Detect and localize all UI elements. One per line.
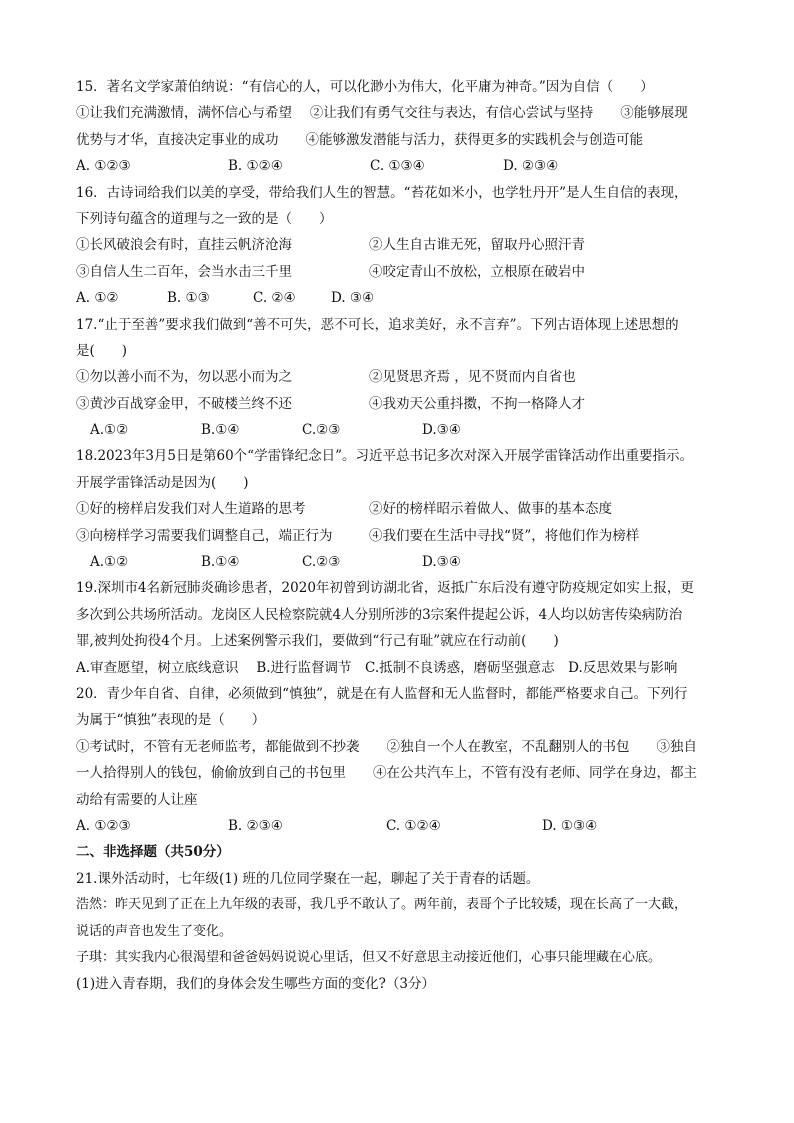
statement-3: ③向榜样学习需要我们调整自己，端正行为 <box>76 527 333 544</box>
question-18 <box>76 443 736 575</box>
option-d: D.③④ <box>422 422 461 439</box>
question-statements: 一人拾得别人的钱包，偷偷放到自己的书包里 ④在公共汽车上，不管有没有老师、同学在身边，都主 <box>76 765 697 782</box>
statement-row <box>76 496 736 522</box>
statement-2: ②好的榜样昭示着做人、做事的基本态度 <box>369 501 612 518</box>
sub-question-1: (1)进入青春期，我们的身体会发生哪些方面的变化?（3分） <box>76 976 435 993</box>
statement-1: ①长风破浪会有时，直挂云帆济沧海 <box>76 237 292 254</box>
statement-2: ②见贤思齐焉 ，见不贤而内自省也 <box>369 369 576 386</box>
option-a: A.①② <box>90 422 129 439</box>
option-a: A. ①②③ <box>76 817 131 834</box>
answer-options <box>76 549 736 575</box>
question-statements: ①让我们充满激情，满怀信心与希望 ②让我们有勇气交往与表达，有信心尝试与坚持 ③能够展现 <box>76 105 688 122</box>
statement-row <box>76 391 736 417</box>
option-c: C.②③ <box>302 422 341 439</box>
question-stem: 是( ) <box>76 342 128 359</box>
option-c: C.②③ <box>302 554 341 571</box>
option-b: B. ②③④ <box>228 817 283 834</box>
question-stem: 16．古诗词给我们以美的享受，带给我们人生的智慧。“苔花如米小，也学牡丹开”是人生自信的表现， <box>76 184 688 201</box>
question-19 <box>76 575 736 681</box>
option-a: A. ①②③ <box>76 158 131 175</box>
dialogue-ziqi: 子琪：其实我内心很渴望和爸爸妈妈说说心里话，但又不好意思主动接近他们，心事只能埋藏在心底。 <box>76 949 662 965</box>
question-stem: 为属于“慎独”表现的是（ ） <box>76 712 266 729</box>
option-b: B.①④ <box>201 554 240 571</box>
question-16 <box>76 180 736 312</box>
option-d: D.③④ <box>422 554 461 571</box>
answer-options: A.审查愿望，树立底线意识 B.进行监督调节 C.抵制不良诱惑，磨砺坚强意志 D.反思效果与影响 <box>76 659 678 676</box>
statement-3: ③自信人生二百年，会当水击三千里 <box>76 263 292 280</box>
exam-page <box>76 74 736 998</box>
option-b: B. ①②④ <box>228 158 283 175</box>
option-d: D. ①③④ <box>542 817 598 834</box>
statement-2: ②人生自古谁无死，留取丹心照汗青 <box>369 237 585 254</box>
statement-row <box>76 364 736 390</box>
question-stem: 开展学雷锋活动是因为( ) <box>76 474 249 491</box>
question-17 <box>76 312 736 444</box>
question-stem: 15．著名文学家萧伯纳说：“有信心的人，可以化渺小为伟大，化平庸为神奇。”因为自信（ ） <box>76 79 654 95</box>
option-c: C. ②④ <box>253 290 296 307</box>
option-c: C. ①②④ <box>386 817 441 834</box>
statement-1: ①勿以善小而不为，勿以恶小而为之 <box>76 369 292 386</box>
option-b: B.①④ <box>201 422 240 439</box>
option-a: A.①② <box>90 554 129 571</box>
option-a: A. ①② <box>76 290 119 307</box>
option-b: B. ①③ <box>167 290 210 307</box>
question-stem: 20．青少年自省、自律，必须做到“慎独”，就是在有人监督和无人监督时，都能严格要求自己。下列行 <box>76 685 688 702</box>
answer-options <box>76 285 736 311</box>
question-21 <box>76 866 736 998</box>
option-d: D. ③④ <box>331 290 375 307</box>
question-stem: 罪,被判处拘役4个月。上述案例警示我们，要做到“行己有耻”就应在行动前( ) <box>76 633 559 650</box>
question-stem: 下列诗句蕴含的道理与之一致的是（ ） <box>76 210 333 227</box>
option-d: D. ②③④ <box>503 158 559 175</box>
question-15 <box>76 74 736 180</box>
statement-1: ①好的榜样启发我们对人生道路的思考 <box>76 501 306 518</box>
question-20 <box>76 681 736 839</box>
statement-row <box>76 523 736 549</box>
question-stem: 17.“止于至善”要求我们做到“善不可失，恶不可长，追求美好，永不言弃”。下列古语体现上述思想的 <box>76 316 679 333</box>
dialogue-haoran-cont: 说话的声音也发生了变化。 <box>76 923 233 939</box>
question-stem: 多次到公共场所活动。龙岗区人民检察院就4人分别所涉的3宗案件提起公诉，4人均以妨害传染病防治 <box>76 606 683 623</box>
statement-row <box>76 232 736 258</box>
section-heading: 二、非选择题（共50分） <box>76 844 230 861</box>
answer-options <box>76 813 736 839</box>
question-stem: 21.课外活动时，七年级(1) 班的几位同学聚在一起，聊起了关于青春的话题。 <box>76 870 540 887</box>
statement-4: ④我们要在生活中寻找“贤”，将他们作为榜样 <box>369 527 640 544</box>
statement-4: ④咬定青山不放松，立根原在破岩中 <box>369 263 585 280</box>
answer-options <box>76 417 736 443</box>
question-statements: 优势与才华，直接决定事业的成功 ④能够激发潜能与活力，获得更多的实践机会与创造可能 <box>76 131 643 148</box>
statement-row <box>76 259 736 285</box>
question-statements: 动给有需要的人让座 <box>76 791 198 808</box>
dialogue-haoran: 浩然：昨天见到了正在上九年级的表哥，我几乎不敢认了。两年前，表哥个子比较矮，现在长高了一大截， <box>76 897 688 913</box>
question-stem: 19.深圳市4名新冠肺炎确诊患者，2020年初曾到访湖北省，返抵广东后没有遵守防疫规定如实上报，更 <box>76 580 694 597</box>
question-stem: 18.2023年3月5日是第60个“学雷锋纪念日”。习近平总书记多次对深入开展学雷锋活动作出重要指示。 <box>76 448 693 465</box>
statement-3: ③黄沙百战穿金甲，不破楼兰终不还 <box>76 395 292 412</box>
statement-4: ④我劝天公重抖擞，不拘一格降人才 <box>369 395 585 412</box>
option-c: C. ①③④ <box>370 158 425 175</box>
answer-options <box>76 153 736 179</box>
question-statements: ①考试时，不管有无老师监考，都能做到不抄袭 ②独自一个人在教室，不乱翻别人的书包 ③独自 <box>76 738 697 755</box>
